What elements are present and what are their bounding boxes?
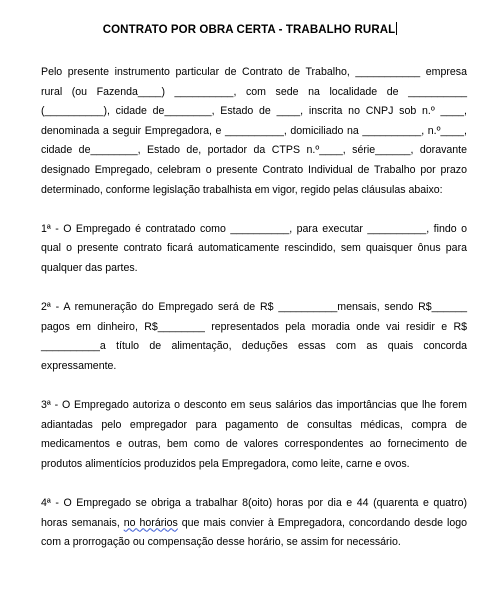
paragraph-preamble: Pelo presente instrumento particular de Contrato de Trabalho, ___________ empresa rural (ou Fazenda____) __________, com sede na localidade de __________ (__________), cidade de________, Estado de ____, inscrita no CNPJ sob n.º ____, denominada a seguir Empregadora, e __________, domiciliado na __________, n.º____, cidade de________, Estado de, portador da CTPS n.º____, série______, doravante designado Empregado, celebram o presente Contrato Individual de Trabalho por prazo determinado, conforme legislação trabalhista em vigor, regido pelas cláusulas abaixo: xyxy=(41,66,467,196)
text-cursor xyxy=(396,22,397,35)
grammar-flagged-text[interactable]: no horários xyxy=(123,516,178,529)
paragraph-clause-3: 3ª - O Empregado autoriza o desconto em seus salários das importâncias que lhe forem adiantadas pelo empregador para pagamento de consultas médicas, compra de medicamentos e outras, bem como de valores correspondentes ao fornecimento de produtos alimentícios produzidos pela Empregadora, como leite, carne e ovos. xyxy=(41,399,467,470)
paragraph-clause-4 xyxy=(41,494,467,553)
document-title xyxy=(0,22,500,36)
paragraph-clause-2: 2ª - A remuneração do Empregado será de R$ __________mensais, sendo R$______ pagos em dinheiro, R$________ representados pela moradia onde vai residir e R$ __________a título de alimentação, deduções essas com as quais concorda expressamente. xyxy=(41,301,467,372)
clause-4-text-before: 4ª - O Empregado se obriga a trabalhar 8(oito) horas por dia e 44 (quarenta e quatro) horas semanais, xyxy=(41,497,467,529)
document-body xyxy=(41,63,467,553)
paragraph-clause-1: 1ª - O Empregado é contratado como __________, para executar __________, findo o qual o presente contrato ficará automaticamente rescindido, sem quaisquer ônus para qualquer das partes. xyxy=(41,222,467,274)
document-title-text: CONTRATO POR OBRA CERTA - TRABALHO RURAL xyxy=(102,24,396,36)
clause-4-text-after: que mais convier à Empregadora, concordando desde logo com a prorrogação ou compensação desse horário, se assim for necessário. xyxy=(41,516,468,549)
